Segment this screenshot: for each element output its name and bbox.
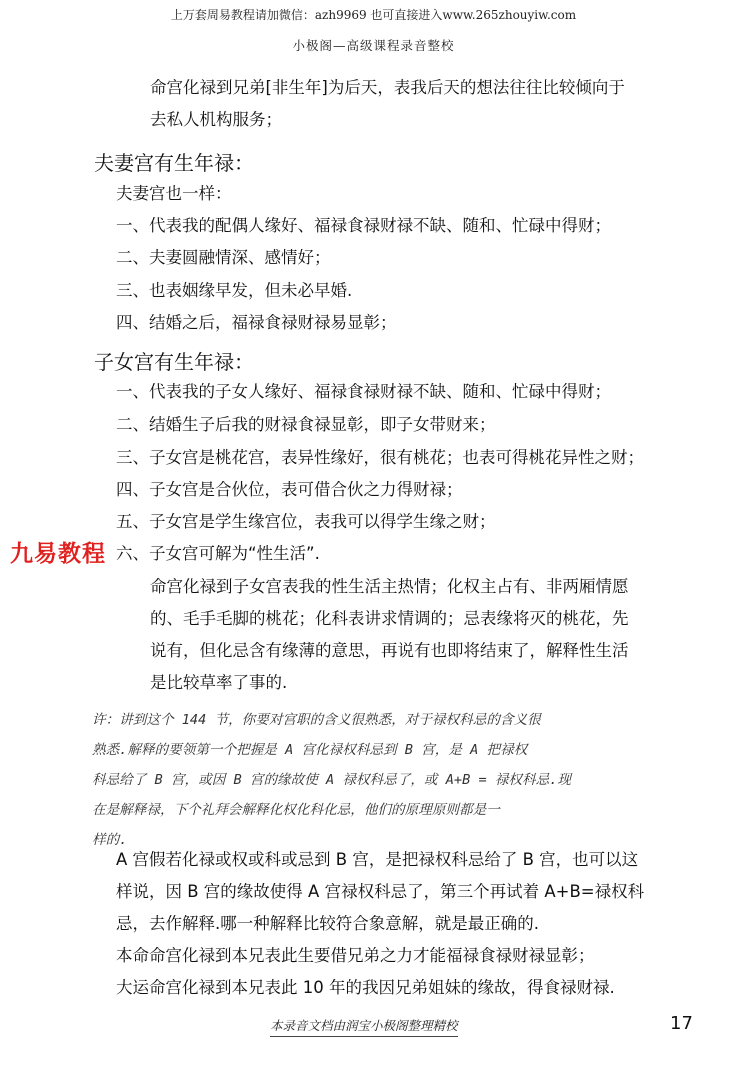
children-detail-line-2: 的、毛手毛脚的桃花；化科表讲求情调的；忌表缘将灭的桃花，先 xyxy=(150,609,629,628)
children-item-1: 一、代表我的子女人缘好、福禄食禄财禄不缺、随和、忙碌中得财； xyxy=(116,382,611,401)
header-contact-line: 上万套周易教程请加微信：azh9969 也可直接进入www.265zhouyiw.com xyxy=(170,8,577,22)
teacher-note-line-2: 熟悉.解释的要领第一个把握是 A 宫化禄权科忌到 B 宫，是 A 把禄权 xyxy=(92,742,528,758)
spouse-item-2: 二、夫妻圆融情深、感情好； xyxy=(116,248,331,267)
teacher-note-line-4: 在是解释禄，下个礼拜会解释化权化科化忌，他们的原理原则都是一 xyxy=(92,802,500,818)
spouse-subtitle: 夫妻宫也一样： xyxy=(116,184,232,203)
explanation-line-2: 样说，因 B 宫的缘故使得 A 宫禄权科忌了，第三个再试着 A+B=禄权科 xyxy=(116,882,645,901)
spouse-item-1: 一、代表我的配偶人缘好、福禄食禄财禄不缺、随和、忙碌中得财； xyxy=(116,216,611,235)
spouse-item-4: 四、结婚之后，福禄食禄财禄易显彰； xyxy=(116,313,397,332)
children-detail-line-1: 命宫化禄到子女宫表我的性生活主热情；化权主占有、非两厢情愿 xyxy=(150,577,629,596)
intro-line-2: 去私人机构服务； xyxy=(150,110,282,129)
children-item-4: 四、子女宫是合伙位，表可借合伙之力得财禄； xyxy=(116,480,463,499)
children-detail-line-4: 是比较草率了事的. xyxy=(150,673,288,692)
intro-line-1: 命宫化禄到兄弟[非生年]为后天，表我后天的想法往往比较倾向于 xyxy=(150,78,625,97)
explanation-line-3: 忌，去作解释.哪一种解释比较符合象意解，就是最正确的. xyxy=(116,914,539,933)
section-title-spouse: 夫妻宫有生年禄： xyxy=(94,151,254,175)
teacher-note-line-5: 样的. xyxy=(92,832,128,848)
children-item-6: 六、子女宫可解为“性生活”. xyxy=(116,544,320,563)
children-detail-line-3: 说有，但化忌含有缘薄的意思，再说有也即将结束了，解释性生活 xyxy=(150,641,629,660)
conclusion-decade: 大运命宫化禄到本兄表此 10 年的我因兄弟姐妹的缘故，得食禄财禄. xyxy=(116,978,615,997)
watermark-logo: 九易教程 xyxy=(10,541,106,567)
explanation-line-1: A 宫假若化禄或权或科或忌到 B 宫，是把禄权科忌给了 B 宫，也可以这 xyxy=(116,850,639,869)
children-item-2: 二、结婚生子后我的财禄食禄显彰，即子女带财来； xyxy=(116,415,496,434)
header-course-title: 小极阁—高级课程录音整校 xyxy=(292,38,455,53)
children-item-3: 三、子女宫是桃花宫，表异性缘好，很有桃花；也表可得桃花异性之财； xyxy=(116,448,644,467)
teacher-note-line-1: 许：讲到这个 144 节，你要对宫职的含义很熟悉，对于禄权科忌的含义很 xyxy=(92,712,541,728)
footer-caption: 本录音文档由润宝小极阁整理精校 xyxy=(270,1016,458,1037)
teacher-note-line-3: 科忌给了 B 宫，或因 B 宫的缘故使 A 禄权科忌了，或 A+B = 禄权科忌.现 xyxy=(92,772,571,788)
conclusion-natal: 本命命宫化禄到本兄表此生要借兄弟之力才能福禄食禄财禄显彰； xyxy=(116,946,595,965)
page-number: 17 xyxy=(670,1013,693,1034)
spouse-item-3: 三、也表姻缘早发，但未必早婚. xyxy=(116,281,353,300)
section-title-children: 子女宫有生年禄： xyxy=(94,350,254,374)
children-item-5: 五、子女宫是学生缘宫位，表我可以得学生缘之财； xyxy=(116,512,496,531)
